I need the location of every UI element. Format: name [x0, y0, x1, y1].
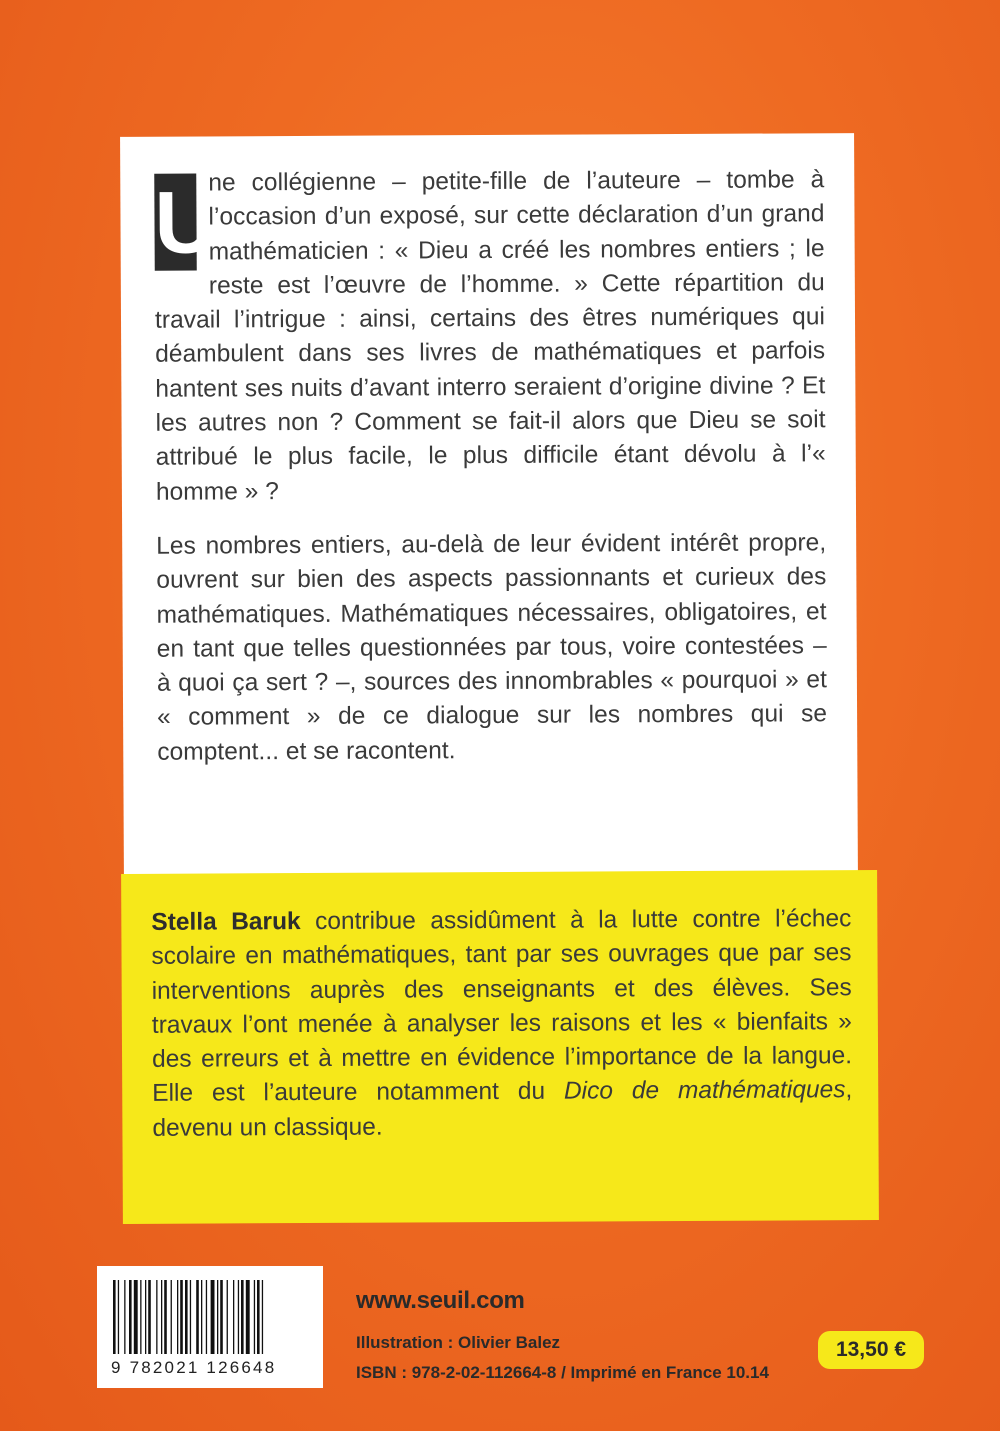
barcode-digits: 9 782021 126648	[111, 1358, 277, 1377]
book-title: Dico de mathématiques	[563, 1076, 846, 1106]
barcode-label	[97, 1266, 323, 1388]
author-bio-panel	[121, 870, 879, 1224]
dropcap-letter: U	[154, 172, 219, 272]
blurb-paragraph-1	[154, 163, 826, 509]
publisher-website: www.seuil.com	[356, 1287, 525, 1314]
barcode-icon	[111, 1280, 311, 1354]
blurb-paragraph-2: Les nombres entiers, au-delà de leur évident intérêt propre, ouvrent sur bien des aspects passionnants et curieux des mathématiques. Mathématiques nécessaires, obligatoires, et en tant que telles questionnées par tous, voire contestées – à quoi ça sert ? –, sources des innombrables « pourquoi » et « comment » de ce dialogue sur les nombres qui se comptent... et se racontent.	[156, 529, 828, 766]
bio-text-before: contribue assidûment à la lutte contre l’échec scolaire en mathématiques, tant par ses ouvrages que par ses interventions auprès des enseignants et des élèves. Ses travaux l’ont menée à analyser les raisons et les « bienfaits » des erreurs et à mettre en évidence l’importance de la langue. Elle est l’auteure notamment du	[151, 905, 853, 1108]
blurb-panel	[120, 133, 858, 882]
blurb-paragraph-1-text: ne collégienne – petite-fille de l’auteure – tombe à l’occasion d’un exposé, sur cette déclaration d’un grand mathématicien : « Dieu a créé les nombres entiers ; le reste est l’œuvre de l’homme. » Cette répartition du travail l’intrigue : ainsi, certains des êtres numériques qui déambulent dans ses livres de mathématiques et parfois hantent ses nuits d’avant interro seraient d’origine divine ? Et les autres non ? Comment se fait-il alors que Dieu se soit attribué le plus facile, le plus difficile étant dévolu à l’« homme » ?	[154, 166, 826, 506]
bio-text-after: , devenu un classique.	[152, 1076, 853, 1142]
author-bio-text	[151, 902, 852, 1146]
illustration-credit: Illustration : Olivier Balez	[356, 1333, 561, 1352]
isbn-line: ISBN : 978-2-02-112664-8 / Imprimé en France 10.14	[356, 1363, 769, 1382]
price-badge: 13,50 €	[818, 1331, 924, 1369]
author-name: Stella Baruk	[151, 908, 301, 936]
